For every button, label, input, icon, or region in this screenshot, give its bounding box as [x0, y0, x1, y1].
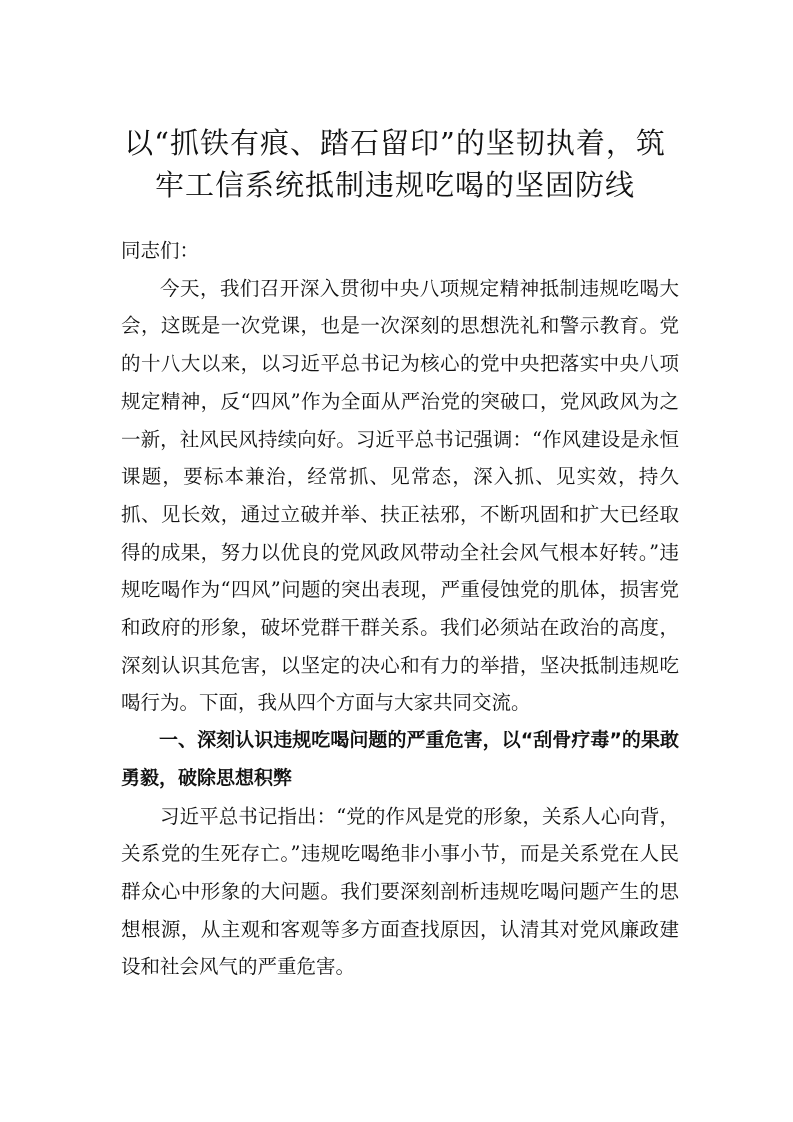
- title-line-2: 牢工信系统抵制违规吃喝的坚固防线: [154, 168, 635, 202]
- paragraph-section-1: 习近平总书记指出：“党的作风是党的形象，关系人心向背，关系党的生死存亡。”违规吃喝绝非小事小节，而是关系党在人民群众心中形象的大问题。我们要深刻剖析违规吃喝问题产生的思想根源，从主观和客观等多方面查找原因，认清其对党风廉政建设和社会风气的严重危害。: [121, 804, 679, 979]
- title-line-1: 以“抓铁有痕、踏石留印”的坚韧执着，筑: [124, 126, 666, 160]
- salutation: 同志们：: [121, 239, 200, 262]
- paragraph-intro: 今天，我们召开深入贯彻中央八项规定精神抵制违规吃喝大会，这既是一次党课，也是一次深刻的思想洗礼和警示教育。党的十八大以来，以习近平总书记为核心的党中央把落实中央八项规定精神，反“四风”作为全面从严治党的突破口，党风政风为之一新，社风民风持续向好。习近平总书记强调：“作风建设是永恒课题，要标本兼治，经常抓、见常态，深入抓、见实效，持久抓、见长效，通过立破并举、扶正祛邪，不断巩固和扩大已经取得的成果，努力以优良的党风政风带动全社会风气根本好转。”违规吃喝作为“四风”问题的突出表现，严重侵蚀党的肌体，损害党和政府的形象，破坏党群干群关系。我们必须站在政治的高度，深刻认识其危害，以坚定的决心和有力的举措，坚决抵制违规吃喝行为。下面，我从四个方面与大家共同交流。: [121, 276, 679, 715]
- section-heading-1: 一、深刻认识违规吃喝问题的严重危害，以“刮骨疗毒”的果敢勇毅，破除思想积弊: [121, 729, 679, 789]
- document-title: [100, 122, 690, 206]
- document-body: [121, 232, 679, 986]
